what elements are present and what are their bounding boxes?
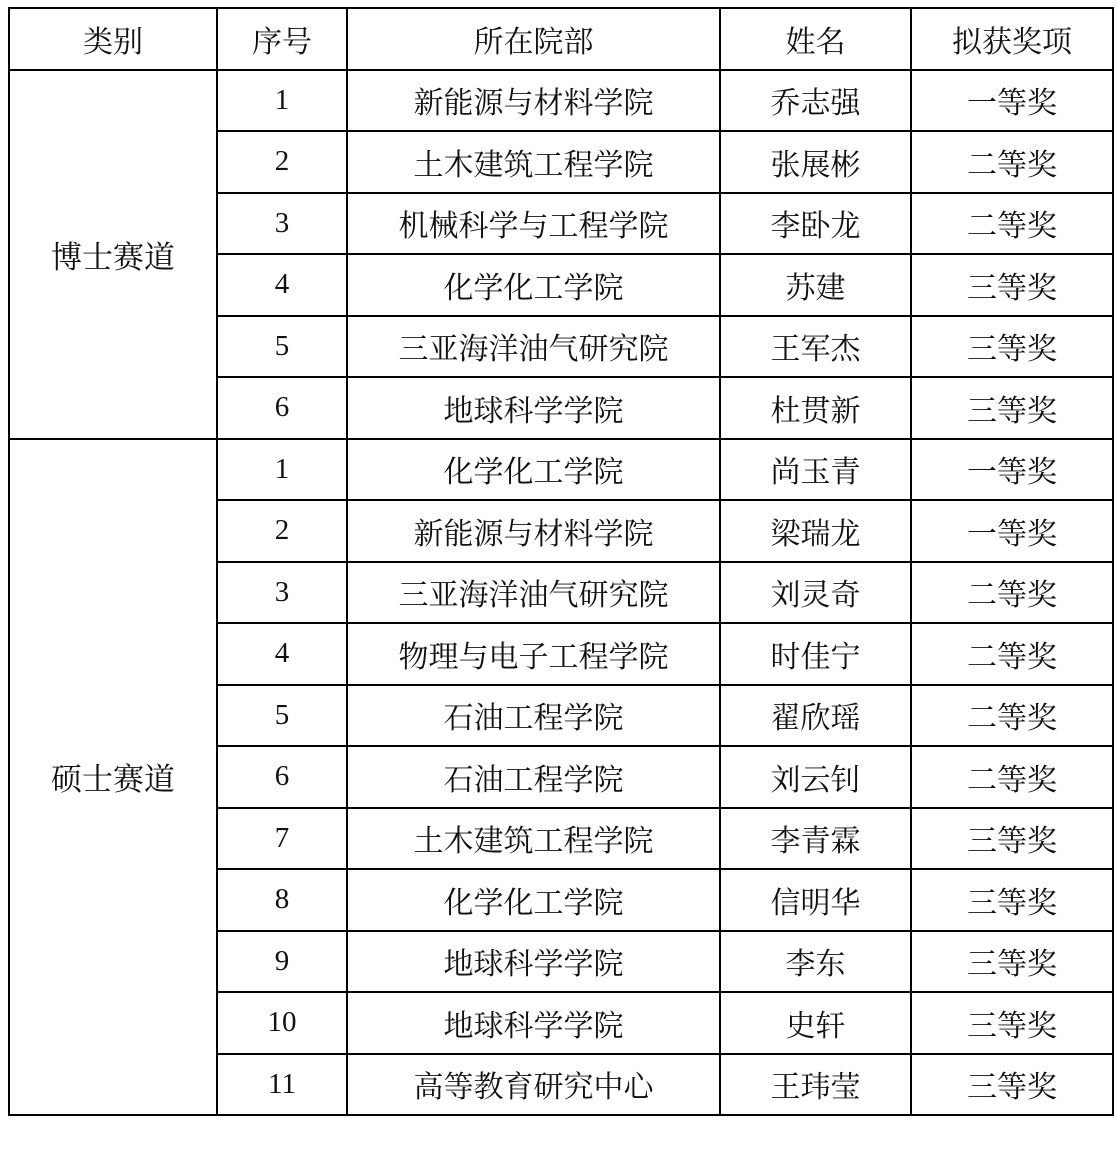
row-number-cell: 9 xyxy=(217,931,347,993)
department-cell: 土木建筑工程学院 xyxy=(347,131,720,193)
department-cell: 物理与电子工程学院 xyxy=(347,623,720,685)
row-number-cell: 6 xyxy=(217,746,347,808)
row-number-cell: 2 xyxy=(217,131,347,193)
award-cell: 二等奖 xyxy=(911,193,1113,255)
awards-table xyxy=(8,7,1114,1116)
award-cell: 二等奖 xyxy=(911,685,1113,747)
award-cell: 三等奖 xyxy=(911,869,1113,931)
department-cell: 地球科学学院 xyxy=(347,931,720,993)
award-cell: 一等奖 xyxy=(911,439,1113,501)
header-award: 拟获奖项 xyxy=(911,8,1113,70)
award-cell: 三等奖 xyxy=(911,992,1113,1054)
name-cell: 李卧龙 xyxy=(720,193,911,255)
department-cell: 土木建筑工程学院 xyxy=(347,808,720,870)
department-cell: 石油工程学院 xyxy=(347,746,720,808)
award-cell: 三等奖 xyxy=(911,1054,1113,1116)
table-row xyxy=(9,70,1113,132)
department-cell: 地球科学学院 xyxy=(347,377,720,439)
row-number-cell: 10 xyxy=(217,992,347,1054)
department-cell: 三亚海洋油气研究院 xyxy=(347,562,720,624)
name-cell: 张展彬 xyxy=(720,131,911,193)
department-cell: 化学化工学院 xyxy=(347,869,720,931)
row-number-cell: 7 xyxy=(217,808,347,870)
name-cell: 信明华 xyxy=(720,869,911,931)
department-cell: 三亚海洋油气研究院 xyxy=(347,316,720,378)
name-cell: 李东 xyxy=(720,931,911,993)
row-number-cell: 4 xyxy=(217,254,347,316)
header-category: 类别 xyxy=(9,8,217,70)
category-cell: 博士赛道 xyxy=(9,70,217,439)
name-cell: 刘灵奇 xyxy=(720,562,911,624)
row-number-cell: 4 xyxy=(217,623,347,685)
department-cell: 新能源与材料学院 xyxy=(347,70,720,132)
name-cell: 李青霖 xyxy=(720,808,911,870)
header-name: 姓名 xyxy=(720,8,911,70)
table-row xyxy=(9,439,1113,501)
name-cell: 乔志强 xyxy=(720,70,911,132)
row-number-cell: 8 xyxy=(217,869,347,931)
category-cell: 硕士赛道 xyxy=(9,439,217,1116)
row-number-cell: 3 xyxy=(217,562,347,624)
name-cell: 苏建 xyxy=(720,254,911,316)
table-body xyxy=(9,70,1113,1116)
award-cell: 三等奖 xyxy=(911,931,1113,993)
award-cell: 二等奖 xyxy=(911,746,1113,808)
department-cell: 化学化工学院 xyxy=(347,439,720,501)
name-cell: 时佳宁 xyxy=(720,623,911,685)
award-cell: 一等奖 xyxy=(911,70,1113,132)
name-cell: 杜贯新 xyxy=(720,377,911,439)
row-number-cell: 3 xyxy=(217,193,347,255)
name-cell: 翟欣瑶 xyxy=(720,685,911,747)
header-department: 所在院部 xyxy=(347,8,720,70)
row-number-cell: 1 xyxy=(217,439,347,501)
department-cell: 高等教育研究中心 xyxy=(347,1054,720,1116)
award-cell: 二等奖 xyxy=(911,562,1113,624)
department-cell: 石油工程学院 xyxy=(347,685,720,747)
award-cell: 二等奖 xyxy=(911,131,1113,193)
row-number-cell: 5 xyxy=(217,316,347,378)
award-cell: 三等奖 xyxy=(911,377,1113,439)
row-number-cell: 2 xyxy=(217,500,347,562)
row-number-cell: 5 xyxy=(217,685,347,747)
award-cell: 一等奖 xyxy=(911,500,1113,562)
row-number-cell: 11 xyxy=(217,1054,347,1116)
header-row xyxy=(9,8,1113,70)
department-cell: 新能源与材料学院 xyxy=(347,500,720,562)
name-cell: 王玮莹 xyxy=(720,1054,911,1116)
award-cell: 三等奖 xyxy=(911,808,1113,870)
name-cell: 尚玉青 xyxy=(720,439,911,501)
name-cell: 史轩 xyxy=(720,992,911,1054)
department-cell: 机械科学与工程学院 xyxy=(347,193,720,255)
department-cell: 地球科学学院 xyxy=(347,992,720,1054)
award-cell: 三等奖 xyxy=(911,316,1113,378)
row-number-cell: 6 xyxy=(217,377,347,439)
award-cell: 三等奖 xyxy=(911,254,1113,316)
name-cell: 刘云钊 xyxy=(720,746,911,808)
header-number: 序号 xyxy=(217,8,347,70)
name-cell: 王军杰 xyxy=(720,316,911,378)
department-cell: 化学化工学院 xyxy=(347,254,720,316)
row-number-cell: 1 xyxy=(217,70,347,132)
name-cell: 梁瑞龙 xyxy=(720,500,911,562)
award-cell: 二等奖 xyxy=(911,623,1113,685)
